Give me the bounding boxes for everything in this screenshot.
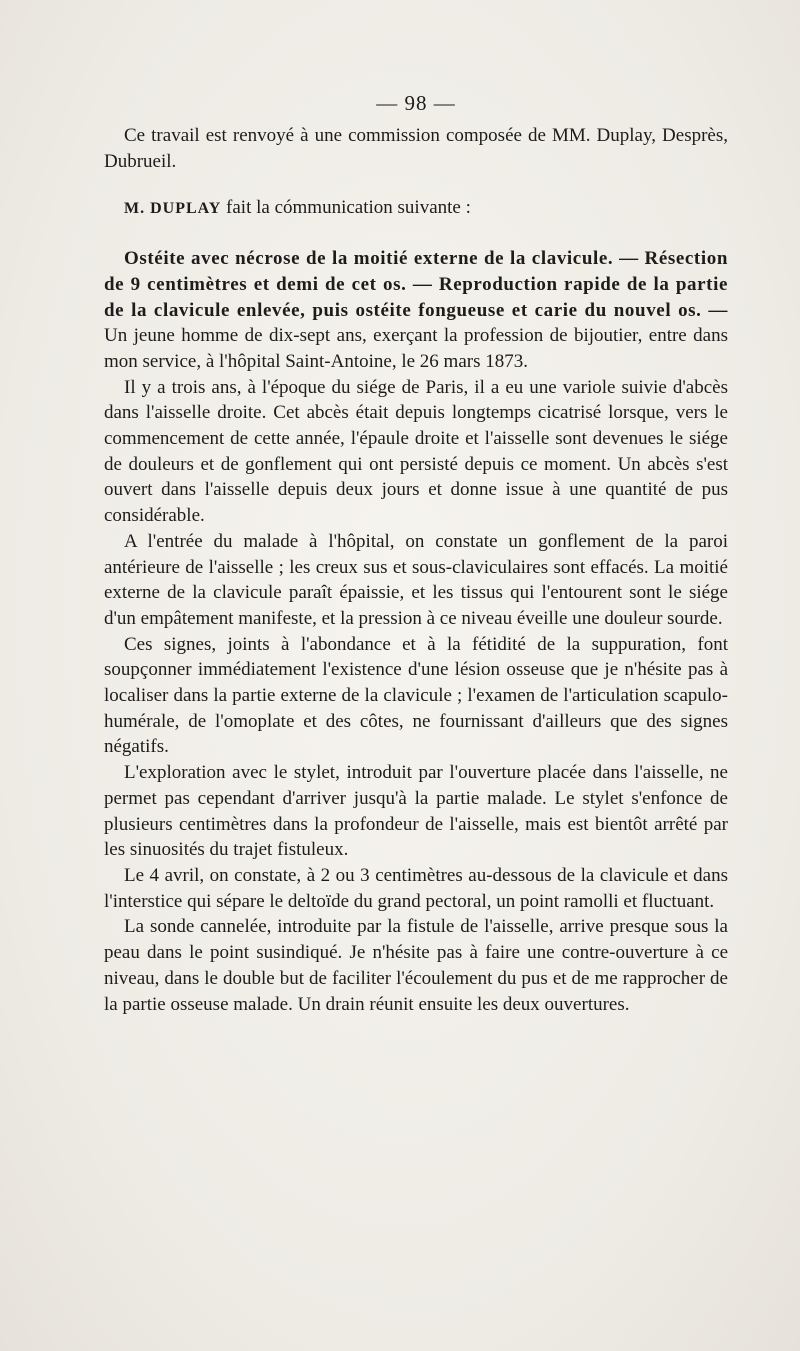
page-text — [104, 88, 728, 1017]
intro-paragraph: Ce travail est renvoyé à une commission composée de MM. Duplay, Desprès, Dubrueil. — [104, 125, 728, 172]
paragraph-3: A l'entrée du malade à l'hôpital, on constate un gonflement de la paroi antérieure de l'aisselle ; les creux sus et sous-claviculaires sont effacés. La moitié externe de la clavicule paraît épaissie, et les tissus qui l'entourent sont le siége d'un empâtement manifeste, et la pression à ce niveau éveille une douleur sourde. — [104, 530, 728, 629]
page-number: — 98 — — [376, 91, 456, 115]
paragraph-2: Il y a trois ans, à l'époque du siége de Paris, il a eu une variole suivie d'abcès dans l'aisselle droite. Cet abcès était depuis longtemps cicatrisé lorsque, vers le commencement de cette année, l'épaule droite et l'aisselle sont devenues le siége de douleurs et de gonflement qui ont persisté depuis ce moment. Un abcès s'est ouvert dans l'aisselle depuis deux jours et donne issue à une quantité de pus considérable. — [104, 376, 728, 527]
paragraph-1: Un jeune homme de dix-sept ans, exerçant la profession de bijoutier, entre dans mon service, à l'hôpital Saint-Antoine, le 26 mars 1873. — [104, 325, 728, 372]
speaker-name: M. DUPLAY — [124, 200, 222, 218]
speaker-line — [104, 195, 728, 222]
case-title: Ostéite avec nécrose de la moitié externe de la clavicule. — Résection de 9 centimètres et demi de cet os. — Reproduction rapide de la partie de la clavicule enlevée, puis ostéite fongueuse et carie du nouvel os. — — [104, 248, 728, 321]
case-title-paragraph — [104, 246, 728, 375]
paragraph-6: Le 4 avril, on constate, à 2 ou 3 centimètres au-dessous de la clavicule et dans l'interstice qui sépare le deltoïde du grand pectoral, un point ramolli et fluctuant. — [104, 864, 728, 912]
paragraph-5: L'exploration avec le stylet, introduit par l'ouverture placée dans l'aisselle, ne permet pas cependant d'arriver jusqu'à la partie malade. Le stylet s'enfonce de plusieurs centimètres dans la profondeur de l'aisselle, mais est bientôt arrêté par les sinuosités du trajet fistuleux. — [104, 762, 728, 861]
paragraph-4: Ces signes, joints à l'abondance et à la fétidité de la suppuration, font soupçonner immédiatement l'existence d'une lésion osseuse que je n'hésite pas à localiser dans la partie externe de la clavicule ; l'examen de l'articulation scapulo-humérale, de l'omoplate et des côtes, ne fournissant d'ailleurs que des signes négatifs. — [104, 633, 728, 758]
paragraph-7: La sonde cannelée, introduite par la fistule de l'aisselle, arrive presque sous la peau dans le point susindiqué. Je n'hésite pas à faire une contre-ouverture à ce niveau, dans le double but de faciliter l'écoulement du pus et de me rapprocher de la partie osseuse malade. Un drain réunit ensuite les deux ouvertures. — [104, 916, 728, 1015]
speaker-text: fait la cómmunication suivante : — [226, 197, 471, 219]
